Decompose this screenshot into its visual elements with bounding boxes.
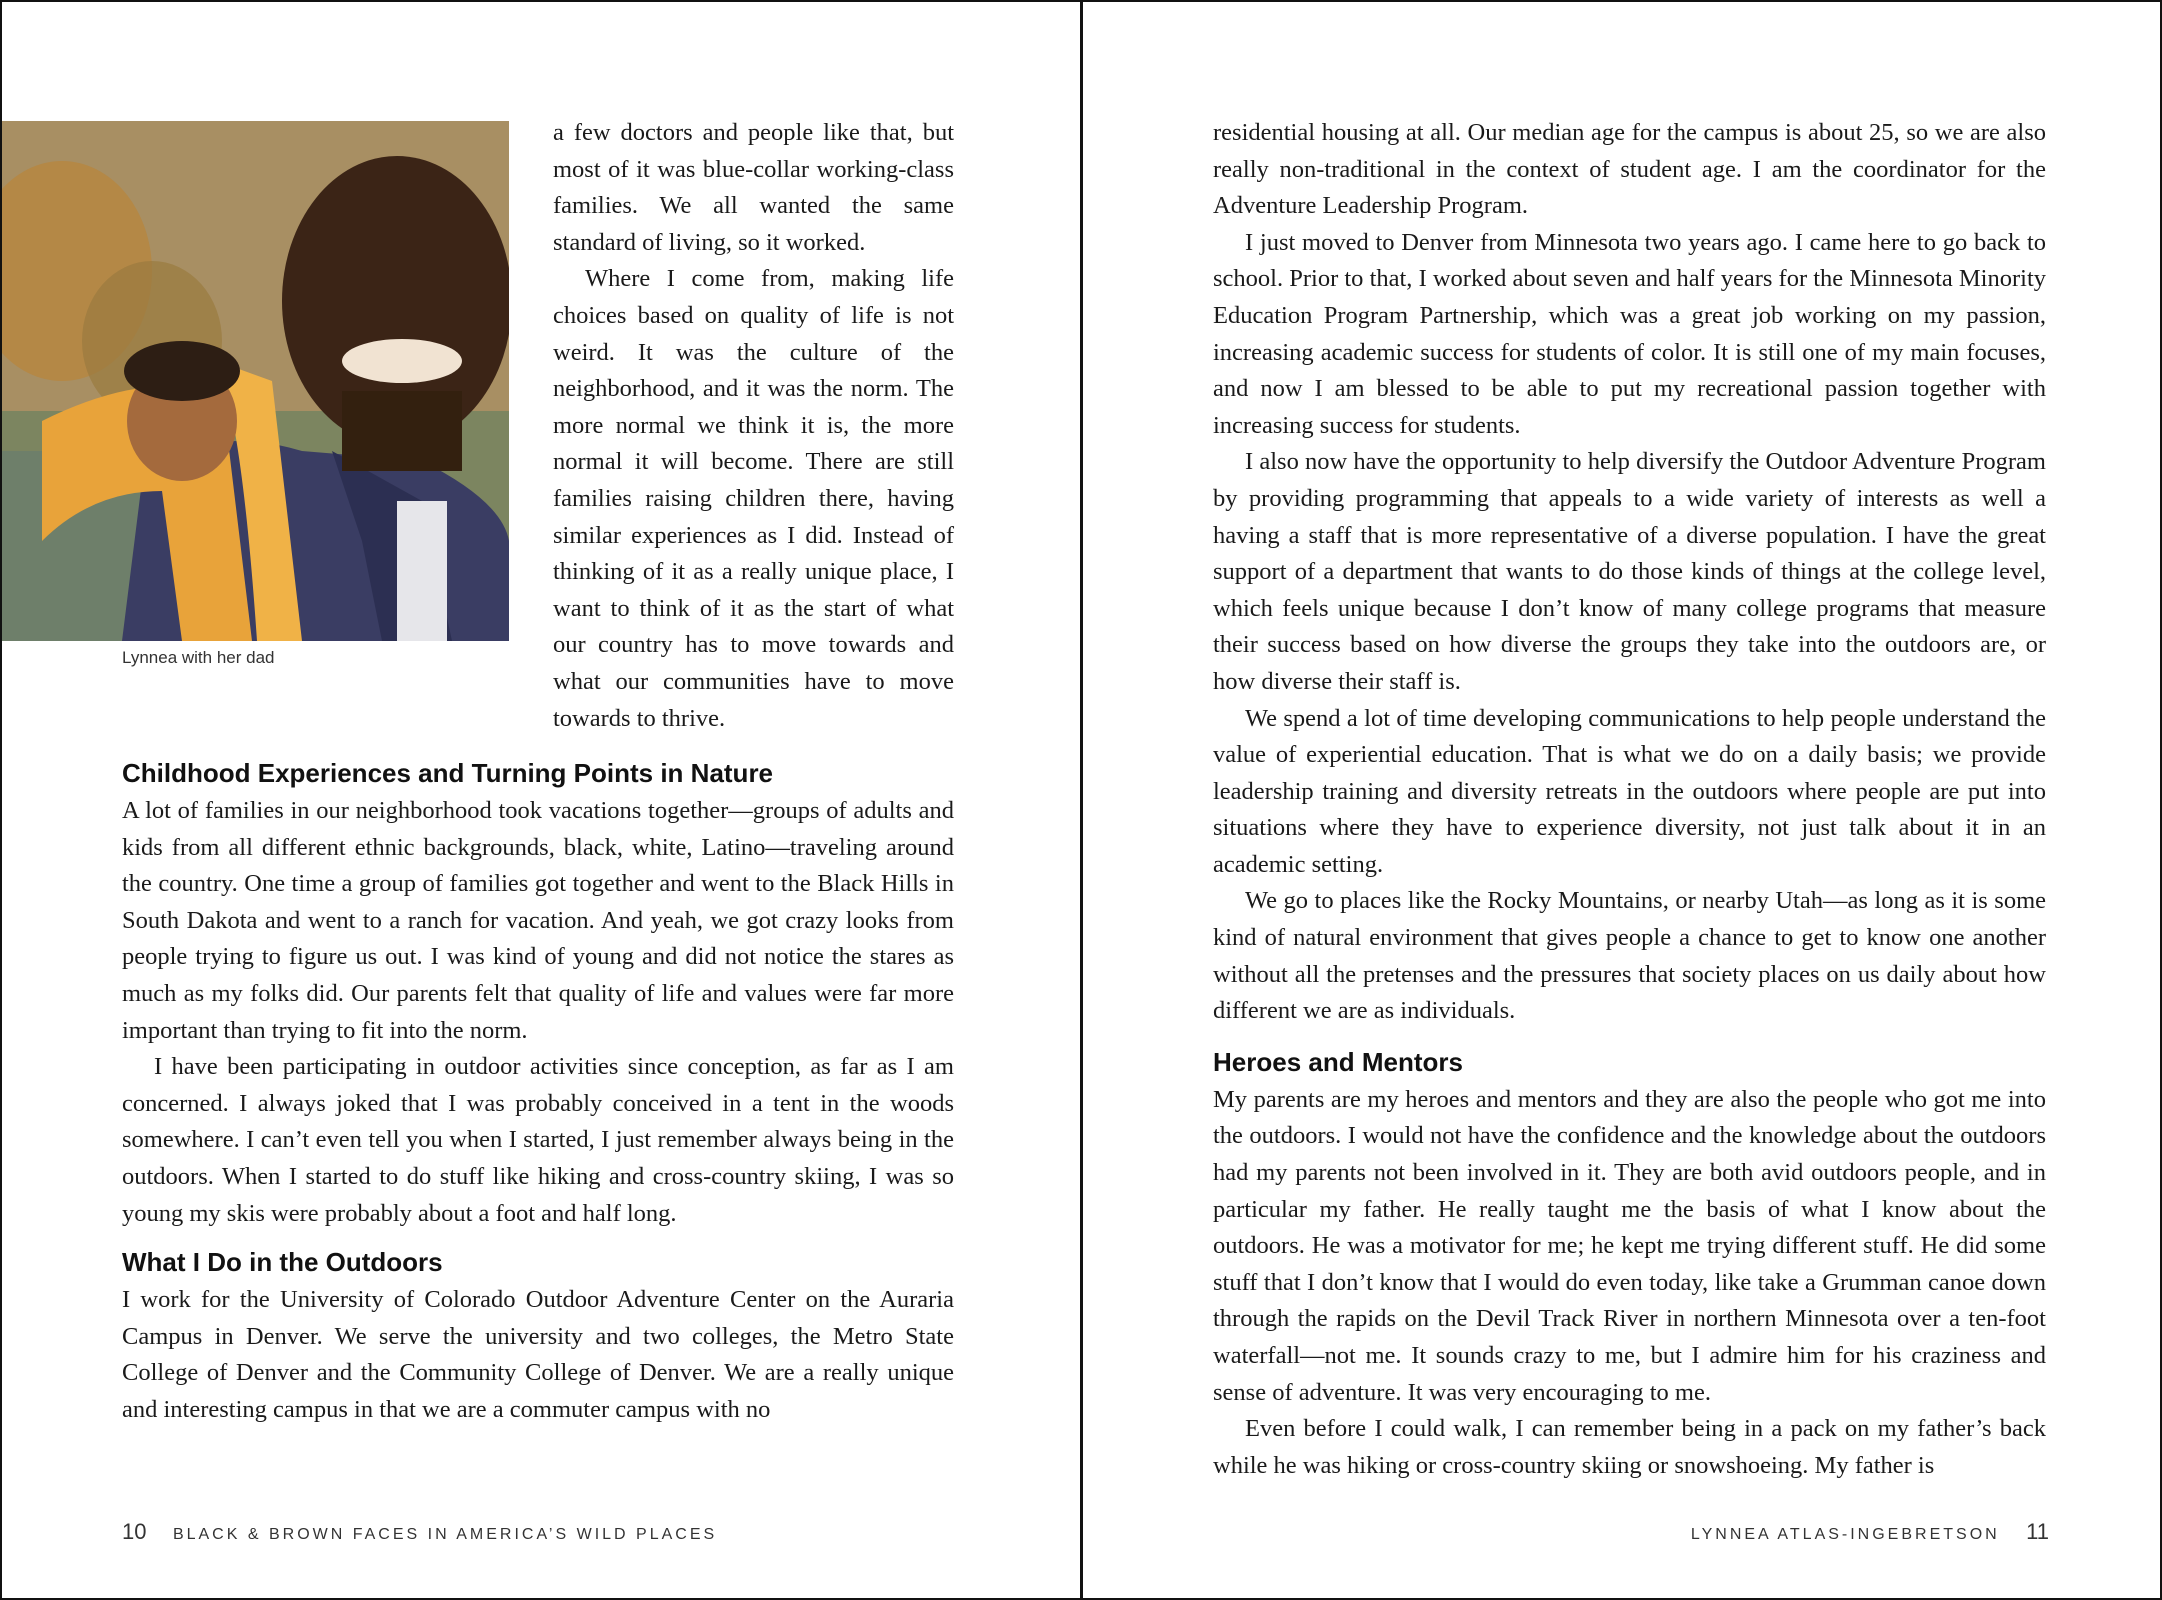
paragraph: residential housing at all. Our median age for the campus is about 25, so we are also really non-traditional in the context of student age. I am the coordinator for the Adventure Leadership Program.: [1213, 119, 2046, 220]
page-number: 11: [2026, 1519, 2049, 1544]
intro-text-column: [553, 115, 954, 737]
left-folio: [122, 1519, 717, 1545]
paragraph: Even before I could walk, I can remember being in a pack on my father’s back while he was hiking or cross-country skiing or snowshoeing. My father is: [1213, 1415, 2046, 1479]
paragraph: We go to places like the Rocky Mountains, or nearby Utah—as long as it is some kind of natural environment that gives people a chance to get to know one another without all the pretenses and the pressures that society places on us daily about how different we are as individuals.: [1213, 887, 2046, 1025]
paragraph: My parents are my heroes and mentors and they are also the people who got me into the outdoors. I would not have the confidence and the knowledge about the outdoors had my parents not been involved in it. They are both avid outdoors people, and in particular my father. He really taught me the basis of what I know about the outdoors. He was a motivator for me; he kept me trying different stuff. He did some stuff that I don’t know that I would do even today, like take a Grumman canoe down through the rapids on the Devil Track River in northern Minnesota over a ten-foot waterfall—not me. It sounds crazy to me, but I admire him for his craziness and sense of adventure. It was very encouraging to me.: [1213, 1085, 2046, 1406]
paragraph: a few doctors and people like that, but most of it was blue-collar working-class families. We all wanted the same standard of living, so it worked.: [553, 119, 954, 256]
paragraph: I just moved to Denver from Minnesota two years ago. I came here to go back to school. Prior to that, I worked about seven and half years for the Minnesota Minority Education Program Partnership, which was a great job working on my passion, increasing academic success for students of color. It is still one of my main focuses, and now I am blessed to be able to put my recreational passion together with increasing success for students.: [1213, 228, 2046, 439]
left-main-column: [122, 755, 954, 1429]
photo-lynnea-with-dad: [2, 121, 509, 641]
page-number: 10: [122, 1519, 147, 1544]
right-main-column: [1213, 115, 2046, 1484]
section-heading-what-i-do: What I Do in the Outdoors: [122, 1247, 443, 1278]
paragraph: I have been participating in outdoor activities since conception, as far as I am concerned. I always joked that I was probably conceived in a tent in the woods somewhere. I can’t even tell you when I started, I just remember always being in the outdoors. When I started to do stuff like hiking and cross-country skiing, I was so young my skis were probably about a foot and half long.: [122, 1053, 954, 1227]
photo-illustration: [2, 121, 509, 641]
paragraph: A lot of families in our neighborhood took vacations together—groups of adults and kids from all different ethnic backgrounds, black, white, Latino—traveling around the country. One time a group of families got together and went to the Black Hills in South Dakota and went to a ranch for vacation. And yeah, we got crazy looks from people trying to figure us out. I was kind of young and did not notice the stares as much as my folks did. Our parents felt that quality of life and values were far more important than trying to fit into the norm.: [122, 797, 954, 1044]
paragraph: We spend a lot of time developing communications to help people understand the value of experiential education. That is what we do on a daily basis; we provide leadership training and diversity retreats in the outdoors where people are put into situations where they have to experience diversity, not just talk about it in an academic setting.: [1213, 704, 2046, 878]
right-page: [1083, 2, 2162, 1598]
left-page: [2, 2, 1082, 1598]
right-folio: [1691, 1519, 2049, 1545]
paragraph: Where I come from, making life choices based on quality of life is not weird. It was the culture of the neighborhood, and it was the norm. The more normal we think it is, the more normal it will become. There are still families raising children there, having similar experiences as I did. Instead of thinking of it as a really unique place, I want to think of it as the start of what our country has to move towards and what our communities have to move towards to thrive.: [553, 265, 954, 732]
paragraph: I work for the University of Colorado Outdoor Adventure Center on the Auraria Campus in Denver. We serve the university and two colleges, the Metro State College of Denver and the Community College of Denver. We are a really unique and interesting campus in that we are a commuter campus with no: [122, 1286, 954, 1423]
running-head: BLACK & BROWN FACES IN AMERICA’S WILD PLACES: [172, 1526, 718, 1543]
photo-caption: Lynnea with her dad: [122, 648, 275, 667]
section-heading-heroes: Heroes and Mentors: [1213, 1046, 1463, 1077]
running-head: LYNNEA ATLAS-INGEBRETSON: [1690, 1526, 2000, 1543]
section-heading-childhood: Childhood Experiences and Turning Points in Nature: [122, 758, 774, 788]
paragraph: I also now have the opportunity to help diversify the Outdoor Adventure Program by providing programming that appeals to a wide variety of interests as well a having a staff that is more representative of a diverse population. I have the great support of a department that wants to do those kinds of things at the college level, which feels unique because I don’t know of many college programs that measure their success based on how diverse the groups they take into the outdoors are, or how diverse their staff is.: [1213, 448, 2046, 695]
